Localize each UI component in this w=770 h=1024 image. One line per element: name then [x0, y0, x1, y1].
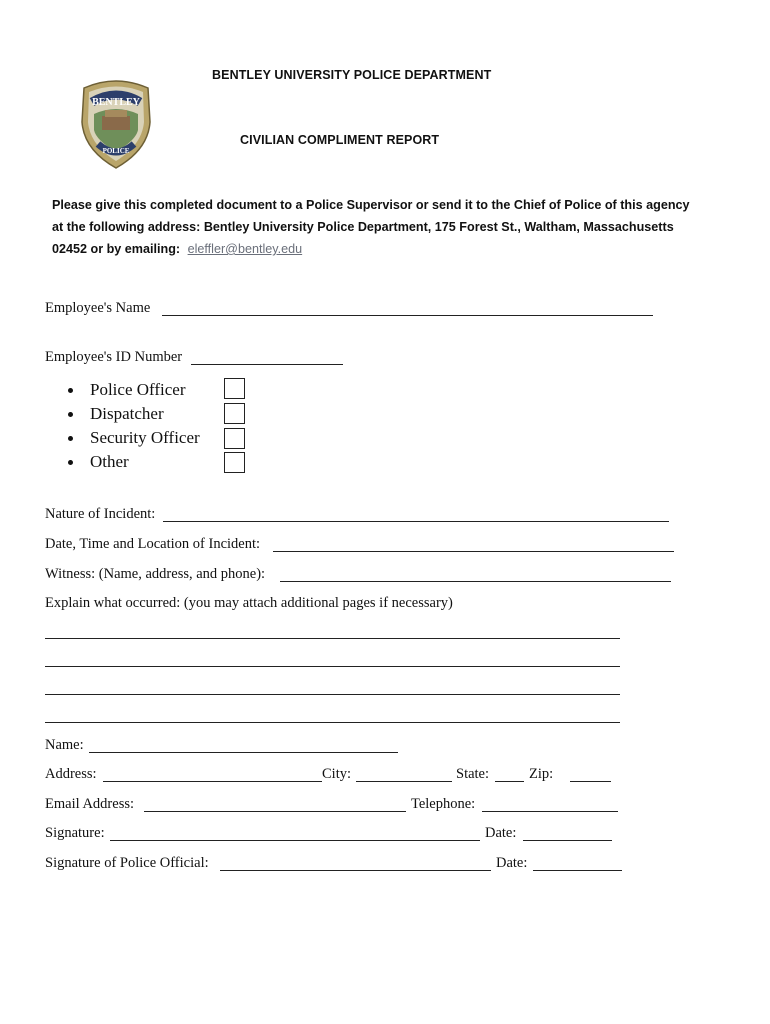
- explain-line[interactable]: [45, 694, 620, 695]
- witness-field[interactable]: [280, 581, 671, 582]
- signature-label: Signature:: [45, 825, 105, 841]
- state-label: State:: [456, 766, 490, 782]
- bullet-icon: [68, 460, 73, 465]
- other-checkbox[interactable]: [224, 452, 245, 473]
- email-address-field[interactable]: [144, 811, 406, 812]
- official-date-label: Date:: [496, 855, 528, 871]
- address-label: Address:: [45, 766, 97, 782]
- dispatcher-checkbox[interactable]: [224, 403, 245, 424]
- zip-label: Zip:: [529, 766, 554, 782]
- intro-line-3-prefix: 02452 or by emailing:: [52, 242, 181, 256]
- police-officer-checkbox[interactable]: [224, 378, 245, 399]
- telephone-label: Telephone:: [411, 796, 476, 812]
- bullet-icon: [68, 412, 73, 417]
- intro-line-3: [52, 238, 302, 260]
- security-officer-checkbox[interactable]: [224, 428, 245, 449]
- role-label: Dispatcher: [90, 404, 164, 423]
- role-other: [68, 450, 129, 474]
- logo-text-top: BENTLEY: [92, 97, 140, 108]
- bullet-icon: [68, 388, 73, 393]
- signature-field[interactable]: [110, 840, 480, 841]
- role-label: Police Officer: [90, 380, 186, 399]
- name-label: Name:: [45, 737, 84, 753]
- role-label: Other: [90, 452, 129, 471]
- explain-label: Explain what occurred: (you may attach additional pages if necessary): [45, 595, 453, 611]
- bullet-icon: [68, 436, 73, 441]
- role-dispatcher: [68, 402, 164, 426]
- email-link[interactable]: eleffler@bentley.edu: [187, 242, 303, 256]
- official-signature-label: Signature of Police Official:: [45, 855, 209, 871]
- nature-of-incident-label: Nature of Incident:: [45, 506, 156, 522]
- employee-name-label: Employee's Name: [45, 300, 151, 316]
- explain-line[interactable]: [45, 666, 620, 667]
- bentley-police-badge-logo: [78, 78, 154, 170]
- signature-date-field[interactable]: [523, 840, 612, 841]
- name-field[interactable]: [89, 752, 398, 753]
- department-title: BENTLEY UNIVERSITY POLICE DEPARTMENT: [212, 68, 492, 82]
- employee-id-label: Employee's ID Number: [45, 349, 183, 365]
- email-address-label: Email Address:: [45, 796, 135, 812]
- datetime-location-field[interactable]: [273, 551, 674, 552]
- signature-date-label: Date:: [485, 825, 517, 841]
- city-field[interactable]: [356, 781, 452, 782]
- intro-line-2: at the following address: Bentley University Police Department, 175 Forest St., Waltham, Massachusetts: [52, 220, 674, 234]
- explain-line[interactable]: [45, 722, 620, 723]
- role-label: Security Officer: [90, 428, 200, 447]
- zip-field[interactable]: [570, 781, 611, 782]
- telephone-field[interactable]: [482, 811, 618, 812]
- city-label: City:: [322, 766, 352, 782]
- official-date-field[interactable]: [533, 870, 622, 871]
- address-field[interactable]: [103, 781, 322, 782]
- official-signature-field[interactable]: [220, 870, 491, 871]
- witness-label: Witness: (Name, address, and phone):: [45, 566, 266, 582]
- intro-line-1: Please give this completed document to a Police Supervisor or send it to the Chief of Police of this agency: [52, 198, 690, 212]
- role-police-officer: [68, 378, 186, 402]
- nature-of-incident-field[interactable]: [163, 521, 669, 522]
- logo-text-bottom: POLICE: [102, 147, 130, 155]
- employee-id-field[interactable]: [191, 364, 343, 365]
- report-title: CIVILIAN COMPLIMENT REPORT: [240, 133, 440, 147]
- employee-name-field[interactable]: [162, 315, 653, 316]
- explain-line[interactable]: [45, 638, 620, 639]
- state-field[interactable]: [495, 781, 524, 782]
- role-security-officer: [68, 426, 200, 450]
- datetime-location-label: Date, Time and Location of Incident:: [45, 536, 261, 552]
